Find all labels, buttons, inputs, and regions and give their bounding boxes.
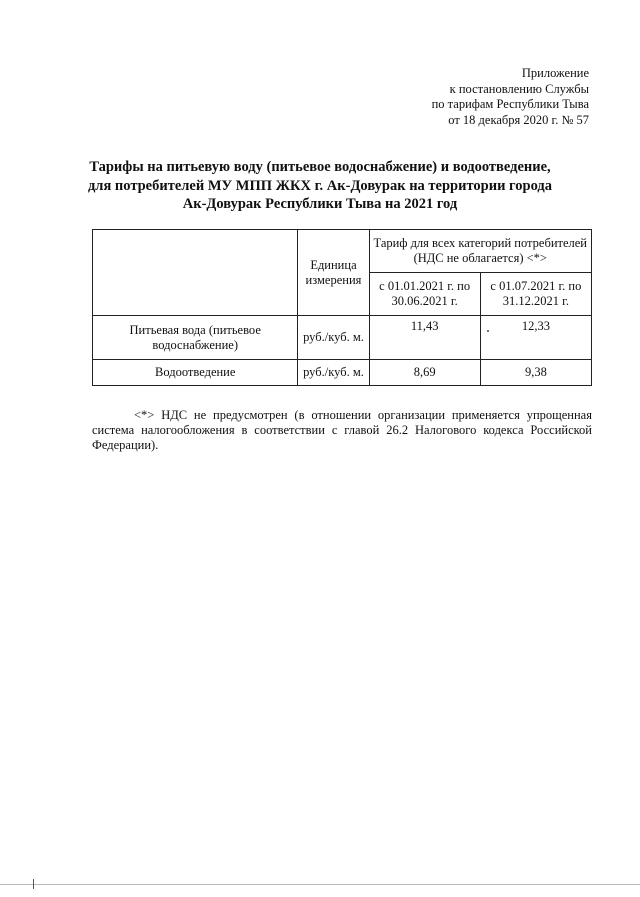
- row-value-period-2: 9,38: [480, 360, 591, 386]
- title-line: Тарифы на питьевую воду (питьевое водоснабжение) и водоотведение,: [89, 159, 551, 175]
- document-title: [60, 158, 580, 214]
- appendix-line: по тарифам Республики Тыва: [431, 97, 589, 111]
- header-tariff: Тариф для всех категорий потребителей (НДС не облагается) <*>: [369, 230, 591, 273]
- header-empty-cell: [93, 230, 298, 316]
- row-value-period-1: 8,69: [369, 360, 480, 386]
- appendix-header: [432, 66, 589, 128]
- appendix-line: к постановлению Службы: [449, 81, 589, 96]
- row-name: Водоотведение: [93, 360, 298, 386]
- appendix-line: от 18 декабря 2020 г. № 57: [448, 112, 589, 127]
- title-line: Ак-Довурак Республики Тыва на 2021 год: [182, 196, 458, 212]
- row-name: Питьевая вода (питьевое водоснабжение): [93, 316, 298, 360]
- table-header-row: [93, 230, 592, 273]
- title-line: для потребителей МУ МПП ЖКХ г. Ак-Довурак на территории города: [87, 177, 553, 194]
- footnote: <*> НДС не предусмотрен (в отношении организации применяется упрощенная система налогообложения в соответствии с главой 26.2 Налогового кодекса Российской Федерации).: [92, 408, 592, 452]
- appendix-line: Приложение: [521, 66, 589, 80]
- header-period-1: с 01.01.2021 г. по 30.06.2021 г.: [369, 273, 480, 316]
- row-unit: руб./куб. м.: [298, 316, 369, 360]
- table-row: [93, 316, 592, 360]
- row-value-period-2: 12,33: [480, 316, 591, 360]
- table-row: [93, 360, 592, 386]
- scan-speck: [487, 330, 489, 332]
- header-unit-label: Единица измерения: [305, 257, 362, 287]
- header-unit: [298, 230, 369, 316]
- row-value-period-1: 11,43: [369, 316, 480, 360]
- header-period-2: с 01.07.2021 г. по 31.12.2021 г.: [480, 273, 591, 316]
- tariff-table: [92, 229, 592, 386]
- scan-edge-line: [0, 884, 640, 885]
- row-unit: руб./куб. м.: [298, 360, 369, 386]
- scan-edge-mark: [33, 879, 34, 889]
